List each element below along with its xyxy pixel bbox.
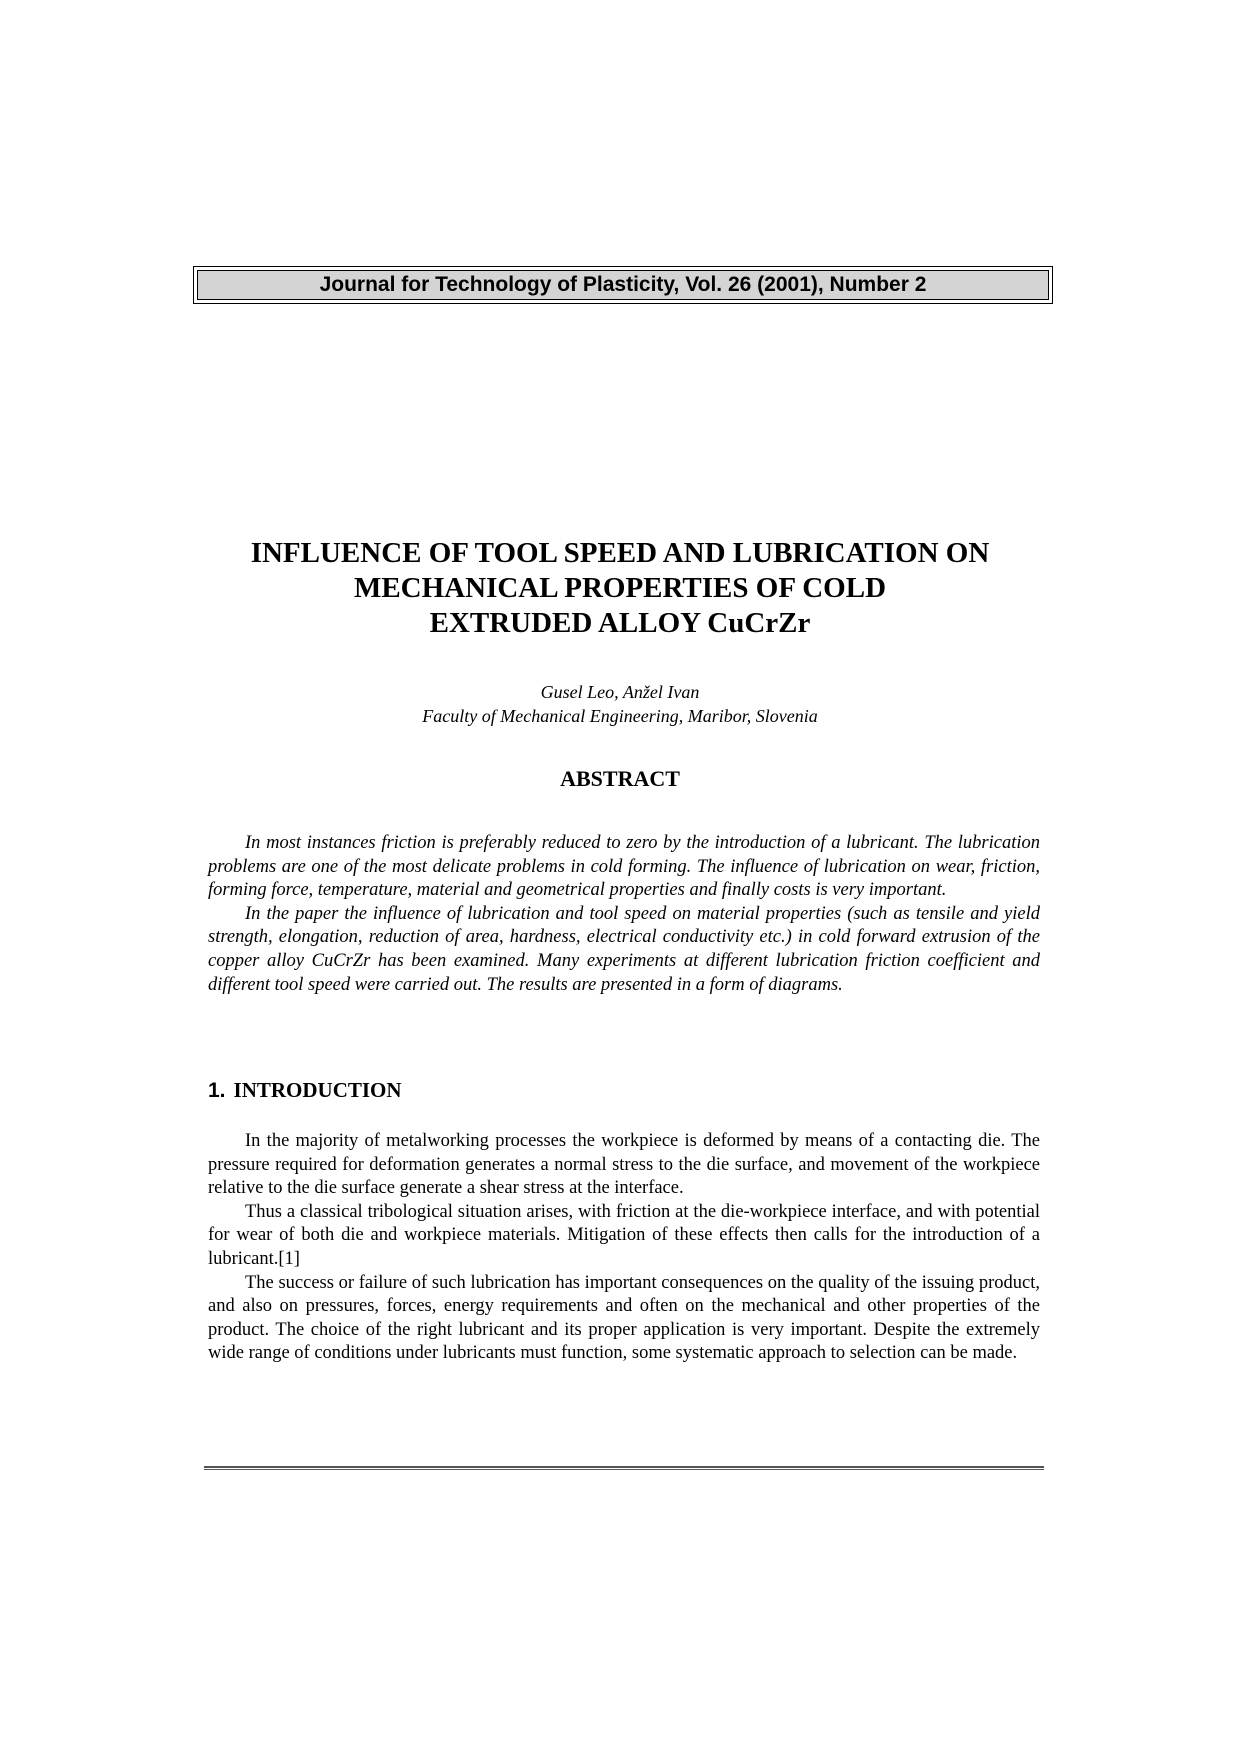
title-line: INFLUENCE OF TOOL SPEED AND LUBRICATION ON <box>250 537 990 569</box>
title-line: MECHANICAL PROPERTIES OF COLD <box>353 572 887 604</box>
section-title: INTRODUCTION <box>233 1078 402 1102</box>
footer-divider <box>204 1466 1044 1470</box>
authors: Gusel Leo, Anžel Ivan <box>540 682 700 702</box>
abstract-heading: ABSTRACT <box>560 766 680 791</box>
section-number: 1. <box>208 1079 226 1102</box>
body-paragraph: In the majority of metalworking processes the workpiece is deformed by means of a contacting die. The pressure required for deformation generates a normal stress to the die surface, and movement of the workpiece relative to the die surface generate a shear stress at the interface. <box>208 1131 1040 1199</box>
introduction-body <box>208 1130 1040 1366</box>
section-heading-introduction <box>208 1078 402 1103</box>
author-block <box>150 680 1090 728</box>
body-paragraph: The success or failure of such lubrication has important consequences on the quality of the issuing product, and also on pressures, forces, energy requirements and often on the mechanical and other properties of the product. The choice of the right lubricant and its proper application is very important. Despite the extremely wide range of conditions under lubricants must function, some systematic approach to selection can be made. <box>208 1272 1040 1364</box>
abstract-body <box>208 832 1040 997</box>
title-line: EXTRUDED ALLOY CuCrZr <box>429 607 811 639</box>
abstract-paragraph: In the paper the influence of lubrication and tool speed on material properties (such as tensile and yield strength, elongation, reduction of area, hardness, electrical conductivity etc.) in cold forward extrusion of the copper alloy CuCrZr has been examined. Many experiments at different lubrication friction coefficient and different tool speed were carried out. The results are presented in a form of diagrams. <box>208 903 1040 995</box>
journal-header-box <box>193 266 1053 304</box>
body-paragraph: Thus a classical tribological situation arises, with friction at the die-workpiece interface, and with potential for wear of both die and workpiece materials. Mitigation of these effects then calls for the introduction of a lubricant.[1] <box>208 1201 1040 1269</box>
journal-header: Journal for Technology of Plasticity, Vol. 26 (2001), Number 2 <box>197 270 1049 300</box>
affiliation: Faculty of Mechanical Engineering, Maribor, Slovenia <box>422 706 818 726</box>
paper-title <box>150 536 1090 641</box>
abstract-paragraph: In most instances friction is preferably reduced to zero by the introduction of a lubricant. The lubrication problems are one of the most delicate problems in cold forming. The influence of lubrication on wear, friction, forming force, temperature, material and geometrical properties and finally costs is very important. <box>208 833 1040 901</box>
